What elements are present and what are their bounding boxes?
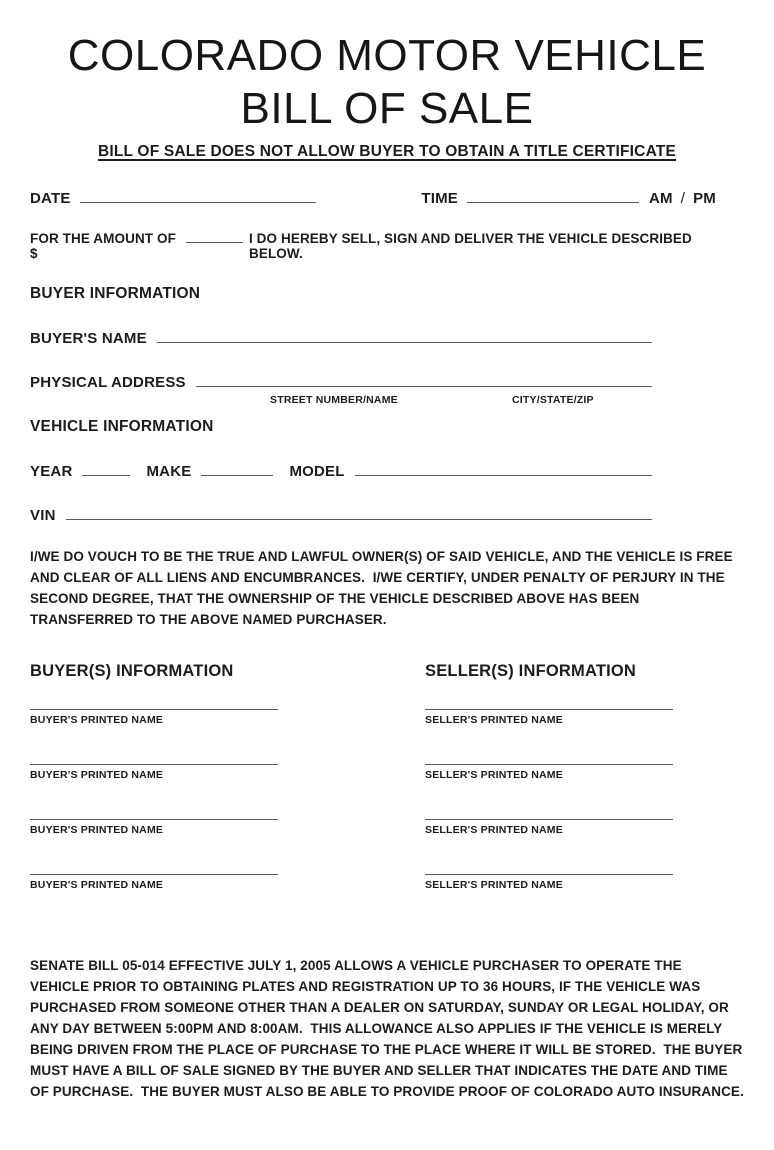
buyer-signature-row-4 bbox=[30, 874, 280, 891]
model-label: MODEL bbox=[289, 462, 345, 480]
buyer-printed-name-field-1[interactable] bbox=[30, 709, 278, 710]
date-label: DATE bbox=[30, 189, 71, 207]
buyer-printed-name-label-4: BUYER'S PRINTED NAME bbox=[30, 878, 164, 891]
page-title bbox=[0, 0, 774, 136]
buyer-printed-name-label-1: BUYER'S PRINTED NAME bbox=[30, 713, 164, 726]
buyers-name-field[interactable] bbox=[157, 327, 652, 343]
seller-printed-name-label-1: SELLER'S PRINTED NAME bbox=[425, 713, 563, 726]
seller-signature-row-2 bbox=[425, 764, 744, 781]
seller-printed-name-label-2: SELLER'S PRINTED NAME bbox=[425, 768, 563, 781]
buyers-info-heading: BUYER(S) INFORMATION bbox=[30, 661, 234, 680]
make-label: MAKE bbox=[146, 462, 192, 480]
model-field[interactable] bbox=[355, 460, 652, 476]
vehicle-info-heading: VEHICLE INFORMATION bbox=[30, 417, 214, 435]
amount-statement bbox=[30, 229, 744, 261]
make-field[interactable] bbox=[201, 460, 273, 476]
amount-prefix: FOR THE AMOUNT OF $ bbox=[30, 230, 176, 261]
physical-address-field[interactable] bbox=[196, 371, 652, 387]
seller-printed-name-field-1[interactable] bbox=[425, 709, 673, 710]
seller-signature-row-4 bbox=[425, 874, 744, 891]
sellers-info-heading: SELLER(S) INFORMATION bbox=[425, 661, 637, 680]
buyer-printed-name-field-2[interactable] bbox=[30, 764, 278, 765]
buyer-signature-row-1 bbox=[30, 709, 280, 726]
date-field[interactable] bbox=[80, 187, 316, 203]
city-state-zip-sublabel: CITY/STATE/ZIP bbox=[512, 393, 594, 406]
time-field[interactable] bbox=[467, 187, 639, 203]
ampm-separator: / bbox=[680, 189, 686, 207]
vin-field[interactable] bbox=[66, 504, 652, 520]
buyer-printed-name-label-2: BUYER'S PRINTED NAME bbox=[30, 768, 164, 781]
seller-printed-name-label-3: SELLER'S PRINTED NAME bbox=[425, 823, 563, 836]
vin-label: VIN bbox=[30, 506, 56, 524]
page-subtitle bbox=[0, 143, 774, 161]
signature-section bbox=[30, 662, 744, 891]
buyer-info-heading: BUYER INFORMATION bbox=[30, 284, 201, 302]
buyer-signature-row-2 bbox=[30, 764, 280, 781]
time-group bbox=[421, 187, 716, 207]
date-group bbox=[30, 187, 316, 207]
address-sublabels bbox=[30, 394, 744, 408]
physical-address-label: PHYSICAL ADDRESS bbox=[30, 373, 186, 391]
ampm-group bbox=[649, 190, 716, 207]
page-subtitle-text: BILL OF SALE DOES NOT ALLOW BUYER TO OBTAIN A TITLE CERTIFICATE bbox=[97, 142, 677, 160]
amount-suffix: I DO HEREBY SELL, SIGN AND DELIVER THE VEHICLE DESCRIBED BELOW. bbox=[248, 230, 692, 261]
buyer-printed-name-field-4[interactable] bbox=[30, 874, 278, 875]
year-make-model-row bbox=[30, 460, 652, 480]
seller-printed-name-field-3[interactable] bbox=[425, 819, 673, 820]
senate-bill-paragraph: SENATE BILL 05-014 EFFECTIVE JULY 1, 2005 ALLOWS A VEHICLE PURCHASER TO OPERATE THE VEHICLE PRIOR TO OBTAINING PLATES AND REGISTRATION UP TO 36 HOURS, IF THE VEHICLE WAS PURCHASED FROM SOMEONE OTHER THAN A DEALER ON SATURDAY, SUNDAY OR LEGAL HOLIDAY, OR ANY DAY BETWEEN 5:00PM AND 8:00AM. THIS ALLOWANCE ALSO APPLIES IF THE VEHICLE IS MERELY BEING DRIVEN FROM THE PLACE OF PURCHASE TO THE PLACE WHERE IT WILL BE STORED. THE BUYER MUST HAVE A BILL OF SALE SIGNED BY THE BUYER AND SELLER THAT INDICATES THE DATE AND TIME OF PURCHASE. THE BUYER MUST ALSO BE ABLE TO PROVIDE PROOF OF COLORADO AUTO INSURANCE. bbox=[30, 957, 747, 1099]
time-label: TIME bbox=[421, 189, 458, 207]
seller-printed-name-label-4: SELLER'S PRINTED NAME bbox=[425, 878, 563, 891]
seller-printed-name-field-2[interactable] bbox=[425, 764, 673, 765]
pm-label[interactable]: PM bbox=[693, 189, 716, 207]
seller-signature-row-1 bbox=[425, 709, 744, 726]
seller-printed-name-field-4[interactable] bbox=[425, 874, 673, 875]
buyer-printed-name-label-3: BUYER'S PRINTED NAME bbox=[30, 823, 164, 836]
year-field[interactable] bbox=[82, 460, 130, 476]
date-time-row bbox=[30, 187, 744, 207]
buyer-printed-name-field-3[interactable] bbox=[30, 819, 278, 820]
seller-signature-row-3 bbox=[425, 819, 744, 836]
buyer-signature-row-3 bbox=[30, 819, 280, 836]
buyers-name-label: BUYER'S NAME bbox=[30, 329, 147, 347]
year-label: YEAR bbox=[30, 462, 73, 480]
street-number-name-sublabel: STREET NUMBER/NAME bbox=[270, 393, 398, 406]
am-label[interactable]: AM bbox=[648, 189, 673, 207]
physical-address-row bbox=[30, 371, 652, 391]
amount-field[interactable] bbox=[186, 229, 243, 243]
vin-row bbox=[30, 504, 652, 524]
buyers-name-row bbox=[30, 327, 652, 347]
ownership-certification-paragraph: I/WE DO VOUCH TO BE THE TRUE AND LAWFUL OWNER(S) OF SAID VEHICLE, AND THE VEHICLE IS FREE AND CLEAR OF ALL LIENS AND ENCUMBRANCES. I/WE CERTIFY, UNDER PENALTY OF PERJURY IN THE SECOND DEGREE, THAT THE OWNERSHIP OF THE VEHICLE DESCRIBED ABOVE HAS BEEN TRANSFERRED TO THE ABOVE NAMED PURCHASER. bbox=[30, 548, 737, 627]
page-title-line1: COLORADO MOTOR VEHICLE bbox=[67, 31, 707, 80]
page-title-line2: BILL OF SALE bbox=[240, 83, 534, 133]
